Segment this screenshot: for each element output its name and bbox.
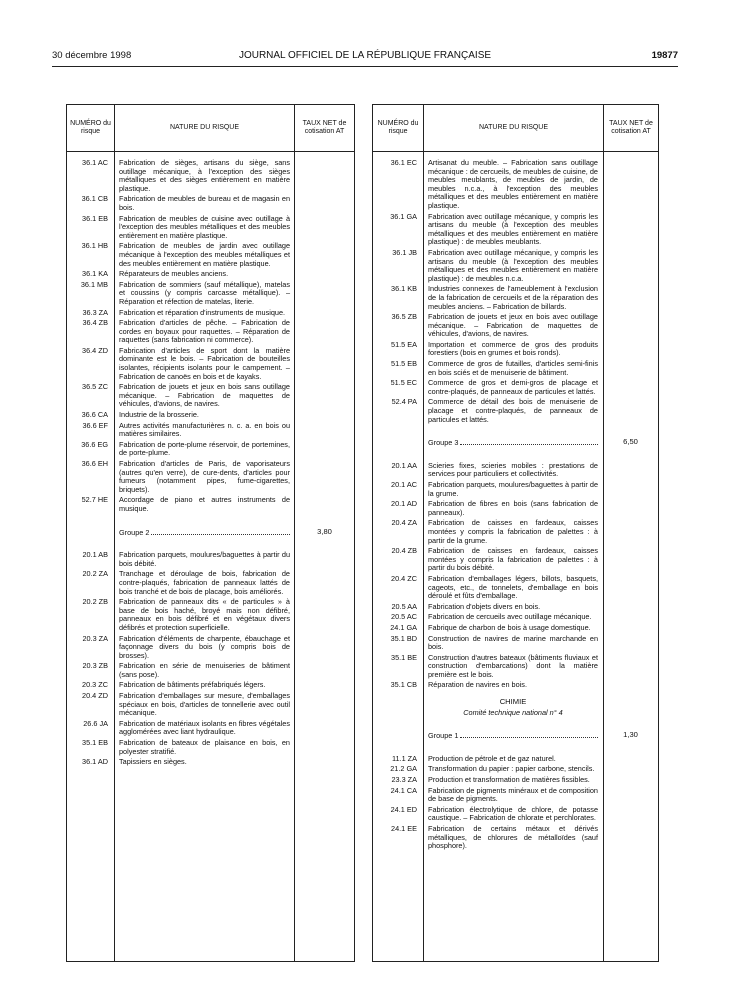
risk-code: 35.1 BD — [390, 633, 417, 643]
dot-leader — [460, 731, 598, 738]
risk-code: 36.1 AC — [82, 158, 108, 167]
risk-code: 20.1 AC — [391, 480, 417, 489]
risk-nature: Fabrication et réparation d'instruments de musique. — [119, 307, 286, 317]
risk-nature: Fabrication d'emballages légers, billots, basquets, cageots, etc., de tonnelets, d'emballage en bois déroulé et fûts d'emballage. — [428, 573, 598, 601]
risk-nature: Fabrication d'objets divers en bois. — [428, 601, 541, 611]
table-row — [67, 195, 354, 212]
page-header — [52, 50, 678, 64]
table-row — [67, 598, 354, 632]
table-row — [67, 347, 354, 381]
header-nature: NATURE DU RISQUE — [169, 124, 240, 131]
risk-code: 36.1 HB — [81, 241, 108, 251]
risk-nature: Fabrication de meubles de bureau et de magasin en bois. — [119, 194, 290, 212]
risk-nature: Fabrication de bâtiments préfabriqués légers. — [119, 680, 266, 690]
risk-code: 36.1 CB — [81, 194, 108, 204]
risk-code: 20.4 ZD — [82, 691, 108, 701]
table-row — [373, 438, 658, 448]
risk-nature: Fabrication de caisses en fardeaux, caisses montées y compris la fabrication de palettes : à partir de la grume. — [428, 518, 598, 545]
risk-code: 36.3 ZA — [82, 307, 108, 317]
table-row — [373, 731, 658, 741]
table-row — [67, 422, 354, 439]
risk-code: 36.4 ZB — [82, 318, 108, 328]
risk-code: 20.1 AA — [391, 460, 417, 470]
risk-nature: Fabrication avec outillage mécanique, y compris les artisans du meuble (à l'exception des meubles métalliques et des meubles entièrement en matière plastique) : de meubles meublants. — [428, 211, 598, 247]
risk-nature: Commerce de gros de futailles, d'articles semi-finis en bois sciés et de menuiserie de bâtiment. — [428, 359, 598, 377]
risk-nature: Fabrication de meubles de cuisine avec outillage à l'exception des meubles métalliques et des meubles entièrement en matière plastique. — [119, 213, 290, 240]
risk-nature: Artisanat du meuble. – Fabrication sans outillage mécanique : de cercueils, de meubles de cuisine, de meubles meublants, de meubles de jardin, de meubles n.c.a., à l'exception des meubles métalliques et des meubles entièrement en matière plastique. — [428, 158, 598, 210]
header-rate: TAUX NET de cotisation AT — [609, 120, 653, 135]
table-row — [67, 551, 354, 568]
table-row — [67, 692, 354, 718]
header-nature: NATURE DU RISQUE — [478, 124, 549, 131]
table-row — [373, 575, 658, 601]
header-rate: TAUX NET de cotisation AT — [302, 120, 347, 135]
risk-code: 36.6 EG — [81, 439, 108, 449]
risk-code: 36.1 KB — [391, 284, 417, 294]
group-label: Groupe 3 — [428, 438, 459, 448]
table-row — [67, 159, 354, 193]
header-date: 30 décembre 1998 — [52, 50, 132, 61]
risk-code: 52.4 PA — [391, 397, 417, 407]
table-row — [373, 462, 658, 479]
risk-code: 20.5 AA — [391, 601, 417, 611]
table-row — [373, 825, 658, 851]
risk-nature: Fabrication de meubles de jardin avec outillage mécanique à l'exception des meubles métalliques et des meubles entièrement en matière plastique. — [119, 241, 290, 268]
table-row — [373, 341, 658, 358]
risk-nature: Fabrication d'articles de sport dont la matière dominante est le bois. – Fabrication de bouteilles isolantes, récipients isolants pour le campement. – Fabrication de canoës en bois et de kayaks. — [119, 345, 290, 381]
risk-nature: Fabrication en série de menuiseries de bâtiment (sans pose). — [119, 661, 290, 679]
risk-nature: Fabrication de pigments minéraux et de composition de base de pigments. — [428, 785, 598, 804]
table-row — [67, 739, 354, 756]
table-row — [67, 528, 354, 538]
section-title: CHIMIE — [499, 697, 527, 707]
risk-code: 35.1 CB — [390, 680, 417, 690]
table-row — [373, 654, 658, 680]
risk-nature: Fabrication de panneaux dits « de particules » à base de bois haché, broyé mais non défibré, panneaux en bois défibré et en végétaux divers défibrés et protection superficielle. — [119, 597, 290, 632]
risk-nature: Fabrique de charbon de bois à usage domestique. — [428, 622, 591, 632]
risk-code: 35.1 BE — [391, 652, 417, 662]
risk-code: 36.6 CA — [81, 410, 108, 420]
table-row — [373, 360, 658, 377]
risk-code: 24.1 EE — [391, 824, 417, 833]
risk-code: 36.1 EC — [390, 158, 417, 167]
table-row — [67, 758, 354, 767]
risk-code: 20.4 ZB — [391, 546, 417, 556]
table-row — [67, 720, 354, 737]
table-row — [373, 624, 658, 633]
table-row — [67, 270, 354, 279]
table-body — [67, 159, 354, 769]
table-row — [67, 319, 354, 345]
table-row — [67, 215, 354, 241]
header-code: NUMÉRO du risque — [377, 120, 419, 135]
table-row — [373, 249, 658, 283]
risk-nature: Industrie de la brosserie. — [119, 410, 199, 420]
table-row — [373, 635, 658, 652]
risk-nature: Réparation de navires en bois. — [428, 680, 527, 690]
table-row — [67, 496, 354, 513]
table-row — [373, 681, 658, 690]
committee-title: Comité technique national n° 4 — [463, 707, 563, 717]
risk-nature: Industries connexes de l'ameublement à l'exclusion de la fabrication de cercueils et de la réparation des meubles anciens. – Fabrication de billards. — [428, 284, 598, 311]
risk-nature: Importation et commerce de gros des produits forestiers (bois en grumes et bois ronds). — [428, 339, 598, 358]
page-number: 19877 — [651, 50, 678, 61]
risk-nature: Fabrication d'éléments de charpente, ébauchage et façonnage divers du bois (y compris bois de brosses). — [119, 633, 290, 660]
risk-code: 51.5 EB — [391, 359, 417, 369]
table-row — [373, 481, 658, 498]
table-row — [373, 806, 658, 823]
risk-nature: Fabrication de bateaux de plaisance en bois, en polyester stratifié. — [119, 738, 290, 756]
risk-code: 36.5 ZB — [391, 312, 417, 322]
risk-code: 20.4 ZC — [391, 573, 417, 583]
risk-code: 51.5 EC — [390, 378, 417, 388]
table-row — [373, 213, 658, 247]
risk-nature: Autres activités manufacturières n. c. a. en bois ou matières similaires. — [119, 420, 290, 439]
dot-leader — [460, 438, 598, 445]
risk-nature: Fabrication électrolytique de chlore, de potasse caustique. – Fabrication de chlorate et perchlorates. — [428, 804, 598, 823]
table-body — [373, 159, 658, 853]
table-row — [373, 765, 658, 774]
table-row — [67, 441, 354, 458]
table-row — [373, 159, 658, 211]
risk-code: 26.6 JA — [83, 718, 108, 728]
risk-code: 20.1 AD — [391, 499, 417, 509]
table-row — [67, 460, 354, 494]
risk-code: 11.1 ZA — [391, 753, 417, 763]
risk-code: 20.2 ZB — [82, 597, 108, 607]
risk-nature: Fabrication d'articles de Paris, de vaporisateurs (autres qu'en verre), de cure-dents, d'articles pour fumeurs (notamment pipes, fume-cigarettes, briquets). — [119, 459, 290, 494]
risk-code: 20.3 ZC — [82, 680, 108, 690]
risk-code: 36.1 AD — [82, 757, 108, 767]
risk-nature: Fabrication de porte-plume réservoir, de portemines, de porte-plume. — [119, 439, 290, 458]
table-row — [373, 313, 658, 339]
header-code: NUMÉRO du risque — [70, 120, 111, 135]
risk-nature: Construction de navires de marine marchande en bois. — [428, 633, 598, 652]
table-row — [67, 411, 354, 420]
table-row — [67, 309, 354, 318]
risk-code: 36.1 JB — [392, 247, 417, 257]
risk-nature: Transformation du papier : papier carbone, stencils. — [428, 764, 595, 774]
risk-code: 36.5 ZC — [82, 382, 108, 392]
risk-nature: Fabrication d'emballages sur mesure, d'emballages spéciaux en bois, d'articles de tonnellerie avec outil mécanique. — [119, 691, 290, 718]
table-row — [67, 662, 354, 679]
risk-table-left — [66, 104, 355, 962]
risk-code: 24.1 ED — [390, 804, 417, 814]
risk-nature: Fabrication de cercueils avec outillage mécanique. — [428, 612, 592, 622]
risk-nature: Fabrication de jouets et jeux en bois sans outillage mécanique. – Fabrication de maquettes de véhicules, d'avions, de navires. — [119, 382, 290, 409]
table-row — [373, 776, 658, 785]
table-row — [373, 755, 658, 764]
risk-table-right — [372, 104, 659, 962]
rate-value: 3,80 — [317, 526, 332, 536]
risk-code: 20.3 ZA — [82, 633, 108, 643]
risk-code: 23.3 ZA — [391, 775, 417, 785]
risk-nature: Tapissiers en sièges. — [119, 757, 187, 767]
risk-code: 51.5 EA — [391, 339, 417, 349]
risk-code: 20.3 ZB — [82, 661, 108, 671]
risk-nature: Scieries fixes, scieries mobiles : prestations de services pour particuliers et collectivités. — [428, 460, 598, 479]
risk-code: 24.1 CA — [390, 785, 417, 795]
group-label: Groupe 1 — [428, 731, 459, 741]
risk-nature: Fabrication de sièges, artisans du siège, sans outillage mécanique, à l'exception des sièges métalliques et des sièges entièrement en matière plastique. — [119, 158, 290, 193]
dot-leader — [151, 528, 290, 535]
risk-code: 35.1 EB — [82, 738, 108, 748]
table-row — [373, 698, 658, 707]
risk-code: 20.1 AB — [82, 550, 108, 560]
table-row — [373, 398, 658, 424]
table-row — [373, 613, 658, 622]
risk-code: 36.4 ZD — [82, 345, 108, 355]
risk-nature: Tranchage et déroulage de bois, fabrication de contre-plaqués, fabrication de panneaux lattés de bois tranché et de bois de placage, bois améliorés. — [119, 569, 290, 596]
table-row — [373, 709, 658, 718]
risk-code: 20.5 AC — [391, 612, 417, 622]
risk-nature: Fabrication avec outillage mécanique, y compris les artisans du meuble (à l'exception des meubles métalliques et des meubles entièrement en matière plastique) : de meubles n.c.a. — [428, 247, 598, 283]
risk-nature: Fabrication parquets, moulures/baguettes à partir du bois débité. — [119, 550, 290, 568]
table-row — [67, 242, 354, 268]
table-row — [373, 787, 658, 804]
risk-nature: Fabrication de fibres en bois (sans fabrication de panneaux). — [428, 499, 598, 517]
table-row — [67, 383, 354, 409]
risk-code: 21.2 GA — [390, 764, 417, 774]
risk-code: 36.6 EH — [81, 459, 108, 468]
table-row — [373, 547, 658, 573]
risk-nature: Production et transformation de matières fissibles. — [428, 775, 590, 785]
risk-code: 24.1 GA — [390, 622, 417, 632]
risk-nature: Construction d'autres bateaux (bâtiments fluviaux et construction d'embarcations) dont la matière première est le bois. — [428, 652, 598, 679]
risk-code: 36.1 GA — [390, 211, 417, 221]
header-rule — [52, 66, 678, 67]
table-header — [67, 105, 354, 152]
risk-code: 52.7 HE — [81, 495, 108, 505]
risk-nature: Fabrication de caisses en fardeaux, caisses montées y compris la fabrication de palettes : à partir du bois débité. — [428, 546, 598, 573]
risk-code: 36.1 KA — [82, 269, 108, 279]
table-header — [373, 105, 658, 152]
table-row — [67, 635, 354, 661]
risk-nature: Accordage de piano et autres instruments de musique. — [119, 495, 290, 513]
table-row — [67, 281, 354, 307]
risk-nature: Production de pétrole et de gaz naturel. — [428, 753, 556, 763]
risk-nature: Fabrication de certains métaux et dérivés métalliques, de chlorures de métalloïdes (sauf phosphore). — [428, 824, 598, 851]
table-row — [373, 285, 658, 311]
table-row — [373, 519, 658, 545]
risk-code: 36.6 EF — [82, 420, 108, 430]
risk-nature: Fabrication parquets, moulures/baguettes à partir de la grume. — [428, 480, 598, 498]
rate-value: 1,30 — [623, 730, 638, 740]
journal-title: JOURNAL OFFICIEL DE LA RÉPUBLIQUE FRANÇAISE — [238, 50, 492, 61]
rate-value: 6,50 — [623, 437, 638, 447]
table-row — [373, 603, 658, 612]
risk-nature: Commerce de détail des bois de menuiserie de placage et contre-plaqués, de panneaux de particules et lattés. — [428, 397, 598, 424]
risk-code: 20.4 ZA — [391, 518, 417, 528]
table-row — [67, 570, 354, 596]
risk-nature: Fabrication d'articles de pêche. – Fabrication de cordes en boyaux pour raquettes. – Réparation de raquettes (sans fabrication ni commerce). — [119, 318, 290, 345]
risk-nature: Fabrication de jouets et jeux en bois avec outillage mécanique. – Fabrication de maquettes de véhicules, d'avions, de navires. — [428, 312, 598, 339]
table-row — [67, 681, 354, 690]
risk-code: 36.1 EB — [82, 213, 108, 223]
risk-nature: Fabrication de sommiers (sauf métallique), matelas et coussins (y compris carcasse métallique). – Réparation et réfection de matelas, literie. — [119, 279, 290, 306]
risk-code: 20.2 ZA — [82, 569, 108, 579]
risk-nature: Commerce de gros et demi-gros de placage et contre-plaqués, de panneaux de particules et lattés. — [428, 378, 598, 396]
table-row — [373, 500, 658, 517]
group-label: Groupe 2 — [119, 527, 150, 537]
risk-nature: Fabrication de matériaux isolants en fibres végétales agglomérées avec liant hydraulique. — [119, 718, 290, 737]
risk-nature: Réparateurs de meubles anciens. — [119, 269, 229, 279]
table-row — [373, 379, 658, 396]
risk-code: 36.1 MB — [80, 279, 108, 289]
